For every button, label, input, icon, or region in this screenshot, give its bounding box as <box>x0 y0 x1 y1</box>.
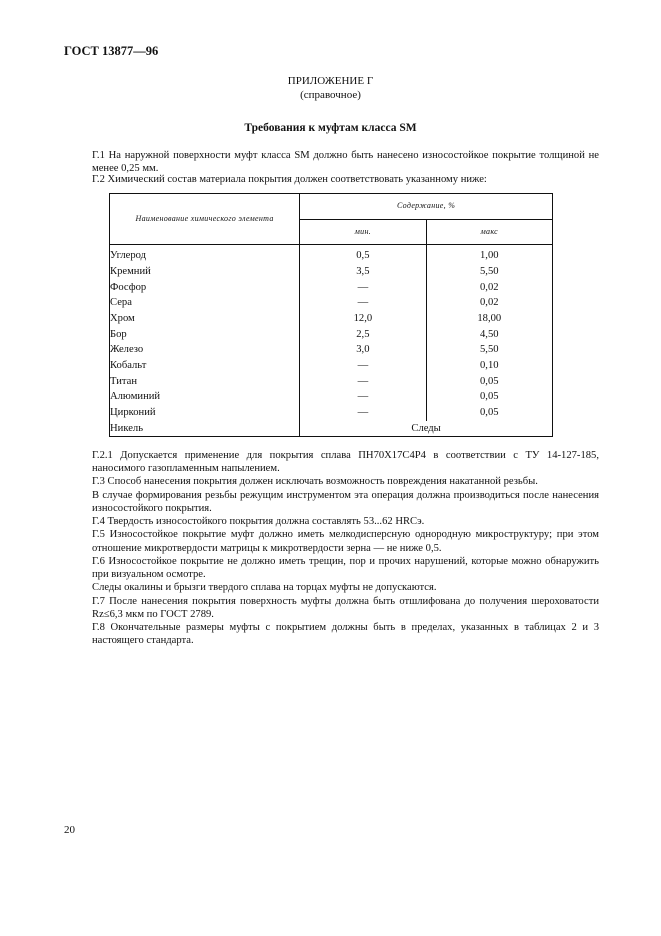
min-value: 12,0 <box>300 311 426 327</box>
element-name: Никель <box>110 421 300 437</box>
element-name: Сера <box>110 295 300 311</box>
table-row <box>110 374 553 390</box>
min-value: 3,0 <box>300 342 426 358</box>
max-value: 5,50 <box>426 342 552 358</box>
paragraph-g1: Г.1 На наружной поверхности муфт класса SM должно быть нанесено износостойкое покрытие толщиной не менее 0,25 мм. <box>92 150 599 175</box>
paragraph-g2-1: Г.2.1 Допускается применение для покрытия сплава ПН70Х17С4Р4 в соответствии с ТУ 14-127-185, наносимого газопламенным напылением. <box>92 450 599 475</box>
element-name: Бор <box>110 326 300 342</box>
element-name: Фосфор <box>110 279 300 295</box>
table-row <box>110 421 553 437</box>
column-header-element: Наименование химического элемента <box>110 194 300 245</box>
min-value: 2,5 <box>300 326 426 342</box>
paragraph-g8: Г.8 Окончательные размеры муфты с покрытием должны быть в пределах, указанных в таблицах 2 и 3 настоящего стандарта. <box>92 622 599 647</box>
min-value: — <box>300 279 426 295</box>
appendix-heading <box>0 75 661 103</box>
section-title: Требования к муфтам класса SM <box>244 122 417 134</box>
chemical-composition-table <box>109 193 553 437</box>
column-header-min: мин. <box>300 219 426 245</box>
table-row <box>110 358 553 374</box>
table-row <box>110 389 553 405</box>
max-value: 0,02 <box>426 279 552 295</box>
table-row <box>110 311 553 327</box>
max-value: 18,00 <box>426 311 552 327</box>
element-name: Кобальт <box>110 358 300 374</box>
table-row <box>110 342 553 358</box>
min-value: — <box>300 358 426 374</box>
appendix-title: ПРИЛОЖЕНИЕ Г <box>287 75 374 87</box>
max-value: 4,50 <box>426 326 552 342</box>
column-header-max: макс <box>426 219 552 245</box>
paragraph-g7: Г.7 После нанесения покрытия поверхность муфты должна быть отшлифована до получения шероховатости Rz≤6,3 мкм по ГОСТ 2789. <box>92 595 599 620</box>
element-name: Цирконий <box>110 405 300 421</box>
table-row <box>110 279 553 295</box>
appendix-subtitle: (справочное) <box>300 88 361 101</box>
min-value: — <box>300 374 426 390</box>
paragraph-g4: Г.4 Твердость износостойкого покрытия должна составлять 53...62 HRCэ. <box>92 516 425 528</box>
max-value: 1,00 <box>426 245 552 264</box>
table-row <box>110 264 553 280</box>
paragraph-g2: Г.2 Химический состав материала покрытия должен соответствовать указанному ниже: <box>92 174 487 185</box>
max-value: 5,50 <box>426 264 552 280</box>
element-name: Алюминий <box>110 389 300 405</box>
paragraph-g6-note: Следы окалины и брызги твердого сплава на торцах муфты не допускаются. <box>92 582 437 594</box>
table-row <box>110 405 553 421</box>
paragraph-g3: Г.3 Способ нанесения покрытия должен исключать возможность повреждения накатанной резьбы. <box>92 476 538 488</box>
paragraph-g6: Г.6 Износостойкое покрытие не должно иметь трещин, пор и прочих нарушений, которые можно обнаружить при визуальном осмотре. <box>92 555 599 581</box>
table-row <box>110 245 553 264</box>
document-header: ГОСТ 13877—96 <box>64 44 159 58</box>
max-value: 0,10 <box>426 358 552 374</box>
min-value: 3,5 <box>300 264 426 280</box>
max-value: 0,05 <box>426 389 552 405</box>
table-row <box>110 295 553 311</box>
min-value: 0,5 <box>300 245 426 264</box>
paragraph-g5: Г.5 Износостойкое покрытие муфт должно иметь мелкодисперсную однородную микроструктуру; при этом отношение микротвердости матрицы к микротвердости зерна — не ниже 0,5. <box>92 529 599 554</box>
element-name: Кремний <box>110 264 300 280</box>
paragraph-g3-note: В случае формирования резьбы режущим инструментом эта операция должна производиться после нанесения износостойкого покрытия. <box>92 489 599 514</box>
merged-value: Следы <box>300 421 553 437</box>
page-number: 20 <box>64 824 75 836</box>
min-value: — <box>300 405 426 421</box>
max-value: 0,05 <box>426 374 552 390</box>
column-header-content: Содержание, % <box>300 194 553 220</box>
element-name: Железо <box>110 342 300 358</box>
min-value: — <box>300 295 426 311</box>
max-value: 0,05 <box>426 405 552 421</box>
table-row <box>110 326 553 342</box>
max-value: 0,02 <box>426 295 552 311</box>
element-name: Углерод <box>110 245 300 264</box>
requirements-text <box>92 449 599 648</box>
min-value: — <box>300 389 426 405</box>
element-name: Хром <box>110 311 300 327</box>
element-name: Титан <box>110 374 300 390</box>
